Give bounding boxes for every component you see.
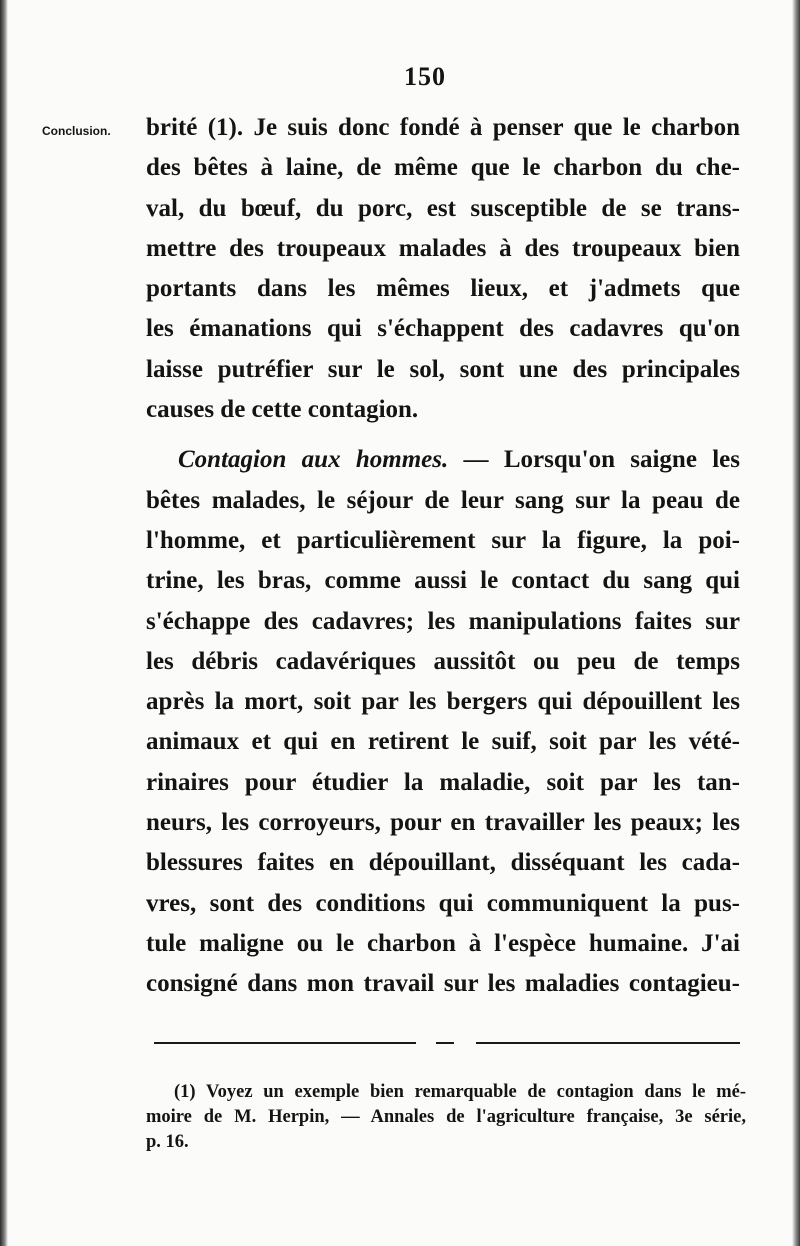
paragraph-gap: [146, 430, 740, 440]
text-line: bêtes malades, le séjour de leur sang sur la peau de: [146, 486, 740, 514]
text-line: consigné dans mon travail sur les maladies contagieu-: [146, 970, 740, 998]
text-line: portants dans les mêmes lieux, et j'admets que: [146, 275, 740, 303]
text-line: tule maligne ou le charbon à l'espèce humaine. J'ai: [146, 929, 740, 957]
paragraph-contagion: [146, 440, 740, 1004]
text-line: trine, les bras, comme aussi le contact du sang qui: [146, 567, 740, 595]
body-text: [146, 108, 740, 1005]
page-edge-right: [792, 0, 800, 1246]
text-line: après la mort, soit par les bergers qui dépouillent les: [146, 688, 740, 716]
text-line: s'échappe des cadavres; les manipulations faites sur: [146, 607, 740, 635]
footnote-line: (1) Voyez un exemple bien remarquable de contagion dans le mé-: [174, 1082, 746, 1102]
text-line: mettre des troupeaux malades à des troupeaux bien: [146, 234, 740, 262]
footnote: [146, 1080, 746, 1155]
section-heading: Contagion aux hommes.: [178, 446, 449, 474]
separator-segment: [436, 1042, 454, 1044]
text-line: causes de cette contagion.: [146, 396, 419, 424]
text-line: l'homme, et particulièrement sur la figure, la poi-: [146, 526, 740, 554]
text-line: brité (1). Je suis donc fondé à penser que le charbon: [146, 114, 740, 141]
text-line: animaux et qui en retirent le suif, soit par les vété-: [146, 728, 740, 756]
text-line: les émanations qui s'échappent des cadavres qu'on: [146, 315, 740, 343]
text-line: neurs, les corroyeurs, pour en travailler les peaux; les: [146, 809, 740, 837]
text-line: rinaires pour étudier la maladie, soit par les tan-: [146, 768, 740, 796]
text-line: laisse putréfier sur le sol, sont une des principales: [146, 355, 740, 383]
text-line: des bêtes à laine, de même que le charbon du che-: [146, 154, 740, 182]
page-edge-left: [0, 0, 8, 1246]
text-line: val, du bœuf, du porc, est susceptible de se trans-: [146, 194, 740, 222]
footnote-line: p. 16.: [146, 1132, 189, 1152]
separator-segment: [154, 1042, 416, 1044]
page-number: 150: [404, 62, 446, 91]
text-line-with-heading: [146, 440, 740, 480]
paragraph-conclusion: [146, 108, 740, 430]
text-line: les débris cadavériques aussitôt ou peu de temps: [146, 647, 740, 675]
footnote-line: moire de M. Herpin, — Annales de l'agriculture française, 3e série,: [146, 1107, 746, 1127]
text-line: blessures faites en dépouillant, disséquant les cada-: [146, 849, 740, 877]
separator-segment: [476, 1042, 740, 1044]
text-line: vres, sont des conditions qui communiquent la pus-: [146, 889, 740, 917]
footnote-separator: [146, 1041, 740, 1045]
margin-note: Conclusion.: [42, 124, 111, 138]
heading-continuation: — Lorsqu'on saigne les: [448, 446, 740, 474]
